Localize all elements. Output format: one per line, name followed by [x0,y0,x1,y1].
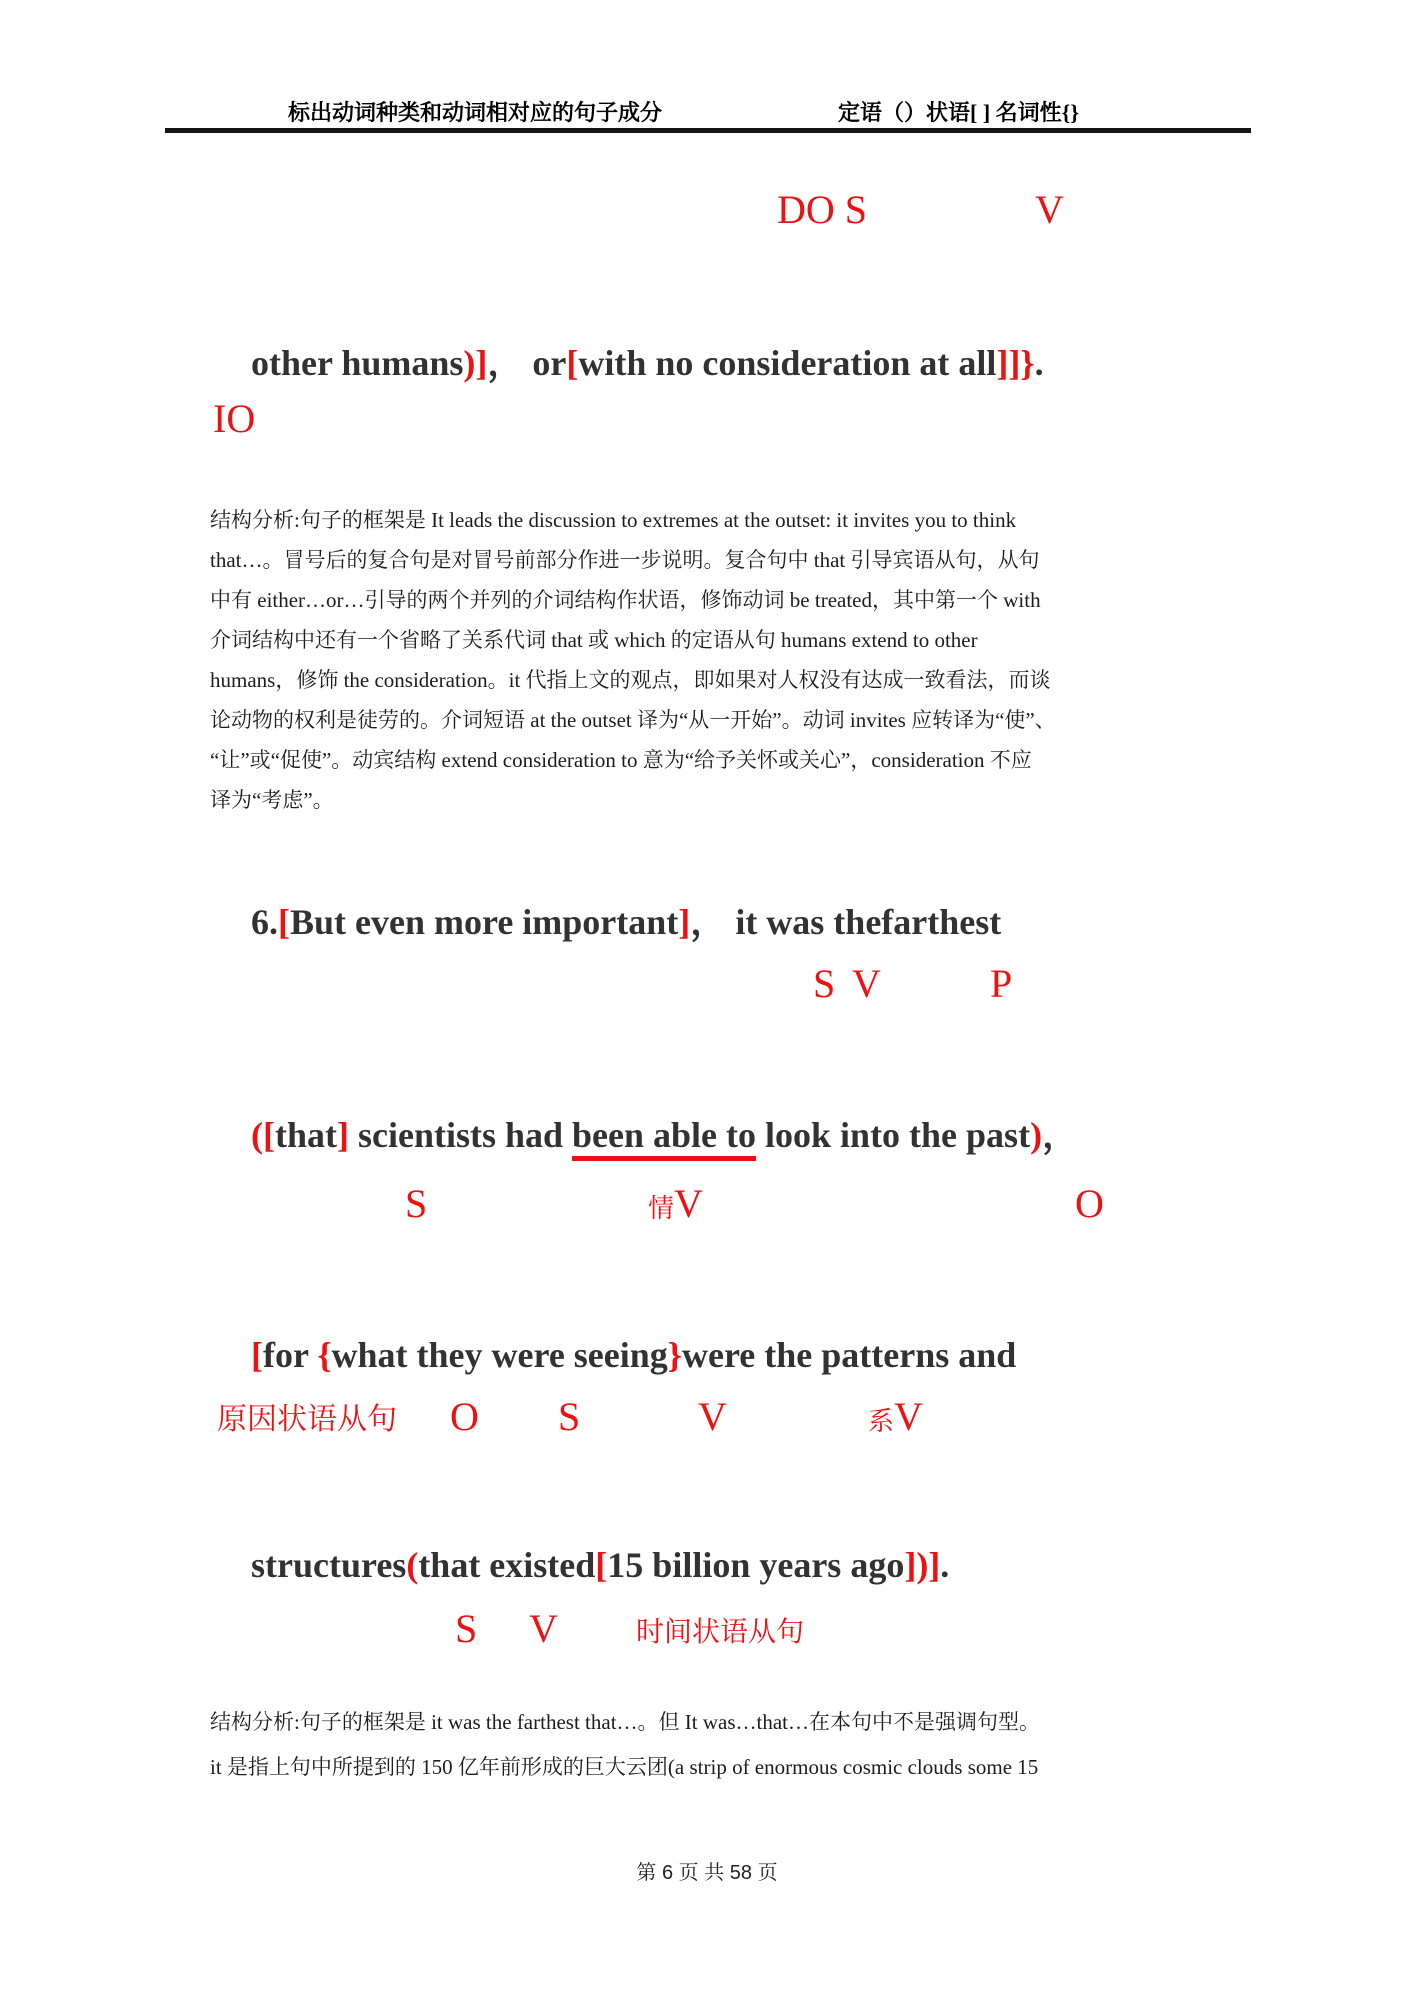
sentence-6c-text: structures [251,1545,407,1585]
sentence-1-bracket: )] [463,343,488,383]
analysis-paragraph-1 [210,500,1220,820]
paragraph-line: 结构分析:句子的框架是 It leads the discussion to extremes at the outset: it invites you to think [210,508,1017,532]
sentence-1-comma: ， [487,343,533,383]
annotation-io: IO [213,396,256,441]
sentence-6a-comma: ， [1042,1115,1079,1155]
sentence-6a-text: scientists had [348,1115,573,1155]
sentence-1-bracket: [ [566,343,579,383]
sentence-6b-text: for [263,1335,318,1375]
annotation-qing-label: 情 [648,1194,675,1223]
paragraph-line: 译为“考虑”。 [210,788,334,812]
sentence-6-bracket: ] [678,902,691,942]
sentence-6c-bracket: ])] [904,1545,941,1585]
paragraph-line: that…。冒号后的复合句是对冒号前部分作进一步说明。复合句中 that 引导宾语从句，从句 [210,548,1040,572]
sentence-6c-period: . [940,1545,950,1585]
sentence-1-text: other humans [251,343,464,383]
sentence-6a-bracket: ] [336,1115,349,1155]
sentence-6a-bracket: ) [1030,1115,1043,1155]
sentence-6a-text: that [274,1115,337,1155]
sentence-6b-brace: } [667,1335,682,1375]
annotation-s3: S [455,1606,478,1651]
annotation-s-mid: S [813,961,836,1006]
annotation-cause-clause: 原因状语从句 [217,1403,397,1436]
annotation-p: P [990,961,1013,1006]
paragraph-line: 中有 either…or…引导的两个并列的介词结构作状语，修饰动词 be treated，其中第一个 with [210,588,1041,612]
sentence-6b-text: what they were seeing [331,1335,668,1375]
sentence-1 [215,296,1044,431]
annotation-do-s: DO S [777,187,868,232]
sentence-6-text: it was thefarthest [735,902,1002,942]
annotation-time-clause: 时间状语从句 [636,1617,805,1648]
analysis-paragraph-2 [210,1700,1220,1790]
annotation-linking-v [868,1396,923,1438]
sentence-1-bracket: ]]} [996,343,1035,383]
sentence-1-text: with no consideration at all [578,343,997,383]
sentence-6c [215,1498,949,1633]
paragraph-line: 论动物的权利是徒劳的。介词短语 at the outset 译为“从一开始”。动词 invites 应转译为“使”、 [210,708,1056,732]
annotation-v2: V [698,1394,727,1439]
sentence-6-bracket: [ [278,902,290,942]
annotation-xi-label: 系 [868,1407,895,1436]
sentence-6-number: 6. [251,902,278,942]
annotation-s-low: S [405,1181,428,1226]
sentence-6c-paren: ( [406,1545,419,1585]
sentence-6-heading [215,855,1001,990]
paragraph-line: it 是指上句中所提到的 150 亿年前形成的巨大云团(a strip of enormous cosmic clouds some 15 [210,1755,1039,1779]
header-rule [165,128,1251,133]
annotation-v-mid: V [852,961,881,1006]
footer-page-number: 第 6 页 共 58 页 [636,1862,778,1884]
sentence-6a-text: look into the past [756,1115,1031,1155]
annotation-v-top: V [1035,187,1064,232]
sentence-6c-text: that existed [418,1545,596,1585]
annotation-v-qing: V [674,1181,703,1226]
sentence-6-text: But even more important [290,902,679,942]
sentence-6-comma: ， [690,902,736,942]
sentence-6a-underlined-text: been able to [572,1115,756,1161]
annotation-modal-v [648,1183,703,1225]
annotation-o-low: O [1075,1181,1104,1226]
paragraph-line: humans，修饰 the consideration。it 代指上文的观点，即如果对人权没有达成一致看法，而谈 [210,668,1051,692]
annotation-v3: V [529,1606,558,1651]
paragraph-line: 结构分析:句子的框架是 it was the farthest that…。但 It was…that…在本句中不是强调句型。 [210,1710,1041,1734]
annotation-v-xi: V [894,1394,923,1439]
sentence-1-text: or [532,343,567,383]
annotation-s2: S [558,1394,581,1439]
sentence-6b-bracket: [ [251,1335,263,1375]
paragraph-line: “让”或“促使”。动宾结构 extend consideration to 意为“给予关怀或关心”，consideration 不应 [210,748,1032,772]
sentence-6a-bracket: ([ [251,1115,275,1155]
annotation-o2: O [450,1394,479,1439]
sentence-6c-bracket: [ [595,1545,608,1585]
paragraph-line: 介词结构中还有一个省略了关系代词 that 或 which 的定语从句 humans extend to other [210,628,978,652]
sentence-6a [215,1068,1078,1203]
sentence-6b-brace: { [317,1335,332,1375]
header-left-title: 标出动词种类和动词相对应的句子成分 [288,100,663,125]
sentence-6b-text: were the patterns and [681,1335,1017,1375]
sentence-6c-text: 15 billion years ago [607,1545,905,1585]
sentence-1-period: . [1034,343,1044,383]
header-right-legend: 定语（）状语[ ] 名词性{} [838,100,1079,125]
